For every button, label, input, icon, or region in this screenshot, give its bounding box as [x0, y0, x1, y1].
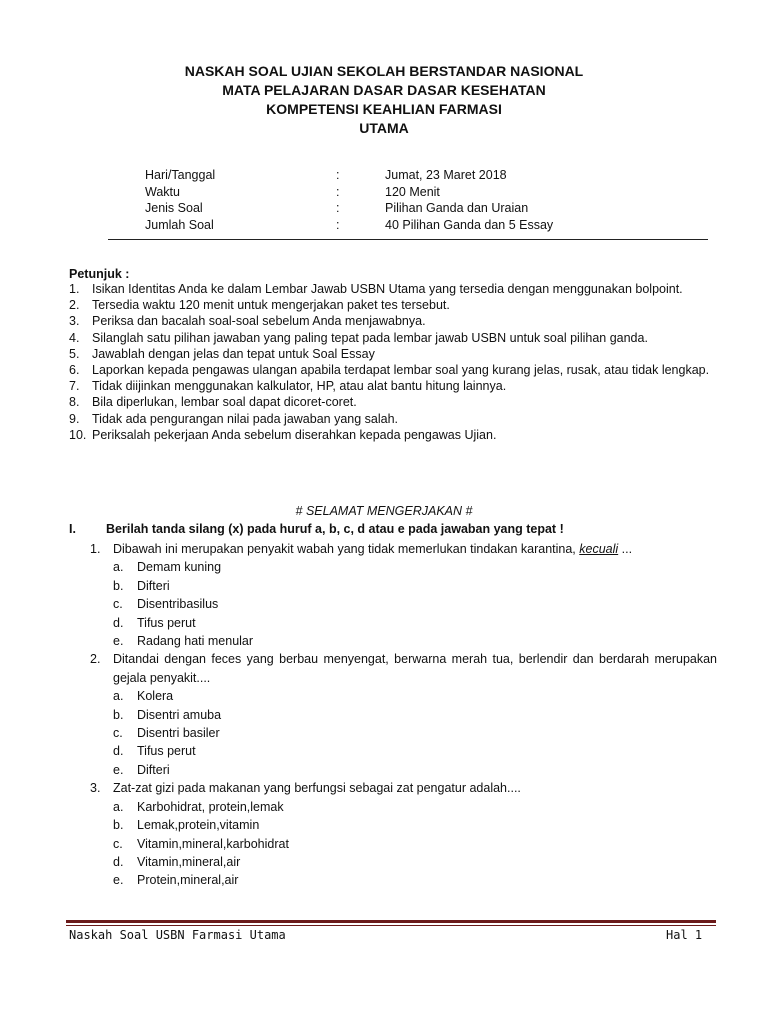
instruction-number: 8.	[69, 395, 80, 410]
identity-colon: :	[336, 201, 340, 215]
option-letter: e.	[113, 634, 124, 649]
option-text: Lemak,protein,vitamin	[137, 818, 260, 833]
option-text: Demam kuning	[137, 560, 222, 575]
title-line-4: UTAMA	[359, 120, 409, 136]
answer-option	[90, 816, 717, 834]
option-text: Disentri basiler	[137, 726, 220, 741]
identity-label: Jenis Soal	[145, 201, 203, 215]
question-text: Zat-zat gizi pada makanan yang berfungsi sebagai zat pengatur adalah....	[113, 781, 521, 796]
answer-option	[90, 724, 717, 742]
instructions-list	[69, 281, 717, 443]
answer-option	[90, 577, 717, 595]
question-tail: ...	[618, 542, 633, 556]
identity-row	[145, 201, 715, 218]
option-letter: b.	[113, 818, 124, 833]
option-letter: c.	[113, 597, 123, 612]
identity-colon: :	[336, 184, 340, 199]
identity-row	[145, 218, 715, 235]
question-number: 1.	[90, 542, 101, 556]
option-letter: d.	[113, 854, 124, 869]
option-letter: c.	[113, 836, 123, 851]
option-text: Disentribasilus	[137, 597, 219, 612]
answer-options	[90, 558, 717, 650]
instructions-heading: Petunjuk :	[69, 267, 130, 281]
question-emphasis: kecuali	[579, 542, 619, 556]
identity-label: Jumlah Soal	[145, 217, 214, 232]
section-number: I.	[69, 522, 76, 536]
instruction-item	[69, 297, 717, 313]
instruction-number: 7.	[69, 379, 80, 394]
question-text: Dibawah ini merupakan penyakit wabah yang tidak memerlukan tindakan karantina,	[113, 542, 580, 556]
option-text: Difteri	[137, 578, 170, 593]
identity-label: Waktu	[145, 184, 180, 199]
question-item	[90, 779, 717, 797]
answer-option	[90, 871, 717, 889]
option-letter: a.	[113, 689, 124, 704]
instruction-number: 10.	[69, 427, 87, 442]
instruction-item	[69, 362, 717, 378]
instruction-text: Laporkan kepada pengawas ulangan apabila terdapat lembar soal yang kurang jelas, rusak, atau tidak lengkap.	[92, 363, 710, 378]
instruction-text: Silanglah satu pilihan jawaban yang paling tepat pada lembar jawab USBN untuk soal pilihan ganda.	[92, 330, 648, 345]
instruction-text: Jawablah dengan jelas dan tepat untuk Soal Essay	[92, 346, 375, 361]
instruction-text: Periksalah pekerjaan Anda sebelum diserahkan kepada pengawas Ujian.	[92, 427, 497, 442]
instruction-number: 2.	[69, 298, 80, 313]
instruction-number: 6.	[69, 363, 80, 378]
option-text: Karbohidrat, protein,lemak	[137, 799, 284, 814]
option-letter: b.	[113, 707, 124, 722]
instruction-item	[69, 281, 717, 297]
option-text: Protein,mineral,air	[137, 873, 239, 888]
instruction-number: 9.	[69, 411, 80, 426]
option-text: Difteri	[137, 762, 170, 777]
identity-row	[145, 168, 715, 185]
questions-list	[90, 540, 717, 890]
option-text: Tifus perut	[137, 744, 196, 759]
option-text: Vitamin,mineral,karbohidrat	[137, 836, 289, 851]
instruction-text: Periksa dan bacalah soal-soal sebelum Anda menjawabnya.	[92, 314, 426, 329]
option-letter: d.	[113, 615, 124, 630]
answer-options	[90, 687, 717, 779]
instruction-number: 5.	[69, 346, 80, 361]
answer-option	[90, 632, 717, 650]
identity-value: Jumat, 23 Maret 2018	[385, 168, 507, 182]
footer-page-number: Hal 1	[666, 928, 703, 942]
answer-option	[90, 706, 717, 724]
instruction-text: Bila diperlukan, lembar soal dapat dicoret-coret.	[92, 395, 357, 410]
answer-option	[90, 798, 717, 816]
option-letter: b.	[113, 578, 124, 593]
title-line-2: MATA PELAJARAN DASAR DASAR KESEHATAN	[222, 82, 546, 98]
identity-table	[145, 168, 715, 234]
option-letter: c.	[113, 726, 123, 741]
option-letter: d.	[113, 744, 124, 759]
answer-option	[90, 687, 717, 705]
question-number: 3.	[90, 781, 101, 796]
question-item	[90, 650, 717, 687]
instruction-text: Isikan Identitas Anda ke dalam Lembar Jawab USBN Utama yang tersedia dengan menggunakan bolpoint.	[92, 282, 683, 296]
option-letter: e.	[113, 762, 124, 777]
instruction-item	[69, 346, 717, 362]
identity-value: 120 Menit	[385, 184, 440, 199]
option-letter: a.	[113, 560, 124, 575]
question-number: 2.	[90, 652, 101, 667]
question-text: Ditandai dengan feces yang berbau menyengat, berwarna merah tua, berlendir dan berdarah merupakan gejala penyakit....	[113, 652, 717, 685]
title-line-1: NASKAH SOAL UJIAN SEKOLAH BERSTANDAR NASIONAL	[184, 63, 584, 79]
question-item	[90, 540, 717, 558]
footer-rule-thick	[66, 920, 716, 923]
option-text: Kolera	[137, 689, 174, 704]
document-title	[0, 62, 768, 138]
instruction-item	[69, 330, 717, 346]
instruction-text: Tersedia waktu 120 menit untuk mengerjakan paket tes tersebut.	[92, 298, 450, 313]
answer-option	[90, 595, 717, 613]
instruction-item	[69, 411, 717, 427]
title-line-3: KOMPETENSI KEAHLIAN FARMASI	[266, 101, 502, 117]
instruction-number: 1.	[69, 282, 80, 296]
instruction-item	[69, 394, 717, 410]
section-instruction: Berilah tanda silang (x) pada huruf a, b, c, d atau e pada jawaban yang tepat !	[106, 522, 564, 536]
footer-document-name: Naskah Soal USBN Farmasi Utama	[69, 928, 286, 942]
identity-label: Hari/Tanggal	[145, 168, 216, 182]
answer-option	[90, 614, 717, 632]
footer-rule	[66, 920, 716, 926]
identity-value: Pilihan Ganda dan Uraian	[385, 201, 529, 215]
instruction-number: 3.	[69, 314, 80, 329]
option-letter: a.	[113, 799, 124, 814]
identity-colon: :	[336, 217, 340, 232]
option-text: Radang hati menular	[137, 634, 254, 649]
option-letter: e.	[113, 873, 124, 888]
instruction-item	[69, 427, 717, 443]
header-divider	[108, 239, 708, 240]
identity-value: 40 Pilihan Ganda dan 5 Essay	[385, 217, 554, 232]
answer-options	[90, 798, 717, 890]
instruction-number: 4.	[69, 330, 80, 345]
option-text: Tifus perut	[137, 615, 196, 630]
answer-option	[90, 835, 717, 853]
answer-option	[90, 558, 717, 576]
instruction-item	[69, 378, 717, 394]
option-text: Disentri amuba	[137, 707, 222, 722]
instruction-text: Tidak ada pengurangan nilai pada jawaban yang salah.	[92, 411, 399, 426]
instruction-item	[69, 313, 717, 329]
answer-option	[90, 761, 717, 779]
instruction-text: Tidak diijinkan menggunakan kalkulator, HP, atau alat bantu hitung lainnya.	[92, 379, 507, 394]
answer-option	[90, 742, 717, 760]
identity-row	[145, 185, 715, 202]
answer-option	[90, 853, 717, 871]
identity-colon: :	[336, 168, 340, 182]
option-text: Vitamin,mineral,air	[137, 854, 241, 869]
greeting-banner: # SELAMAT MENGERJAKAN #	[295, 504, 473, 518]
footer-rule-thin	[66, 925, 716, 926]
